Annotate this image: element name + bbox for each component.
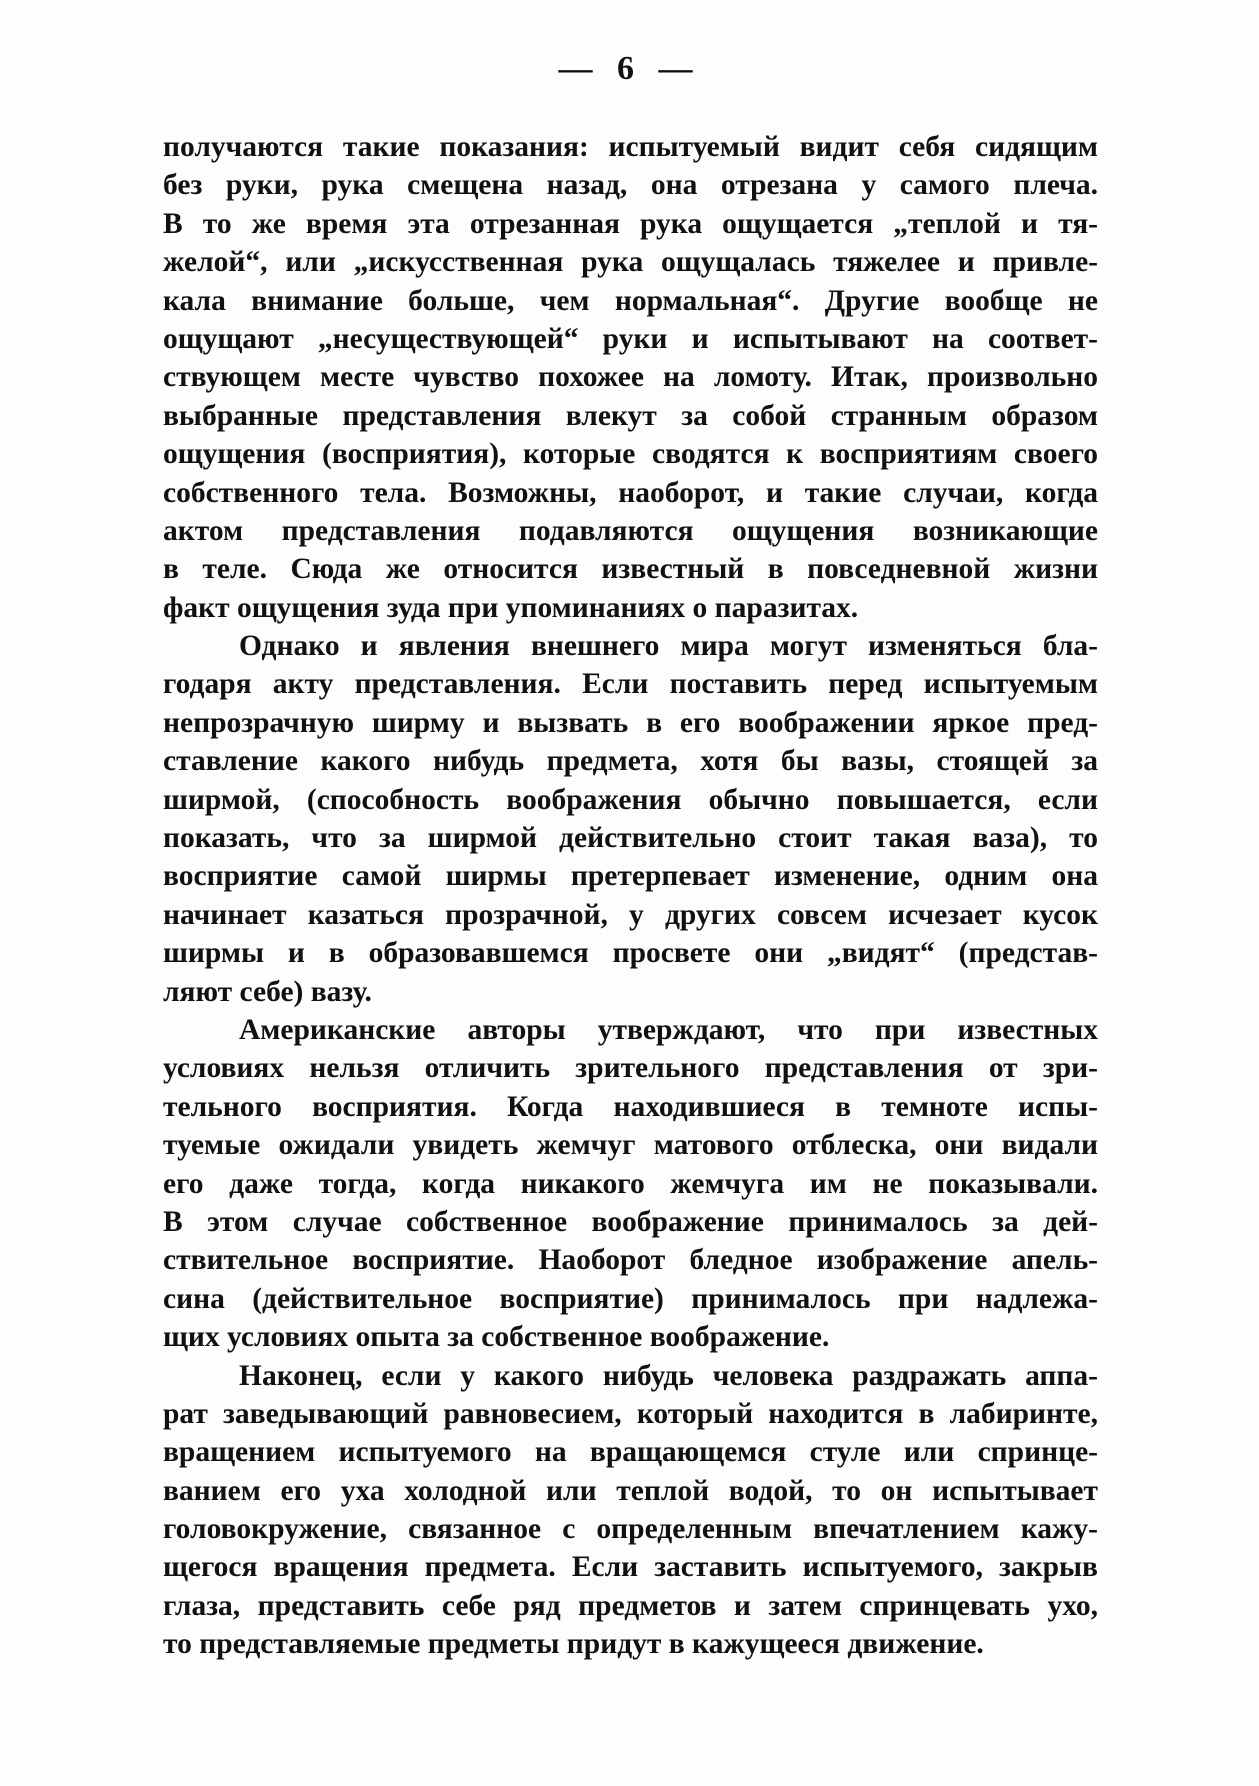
text-line: желой“, или „искусственная рука ощущалась тяжелее и привле- [163, 246, 1098, 279]
text-line: туемые ожидали увидеть жемчуг матового отблеска, они видали [163, 1129, 1098, 1162]
text-line: ощущения (восприятия), которые сводятся к восприятиям своего [163, 438, 1098, 471]
text-line: годаря акту представления. Если поставить перед испытуемым [163, 668, 1098, 701]
text-line: ставление какого нибудь предмета, хотя бы вазы, стоящей за [163, 745, 1098, 778]
text-line: сина (действительное восприятие) принималось при надлежа- [163, 1282, 1098, 1315]
text-line: ширмой, (способность воображения обычно повышается, если [163, 783, 1098, 816]
text-line: ширмы и в образовавшемся просвете они „видят“ (представ- [163, 937, 1098, 970]
text-line: кала внимание больше, чем нормальная“. Другие вообще не [163, 284, 1098, 317]
text-line: ствующем месте чувство похожее на ломоту. Итак, произвольно [163, 361, 1098, 394]
text-line: его даже тогда, когда никакого жемчуга им не показывали. [163, 1167, 1098, 1200]
text-line: выбранные представления влекут за собой странным образом [163, 399, 1098, 432]
text-line: Однако и явления внешнего мира могут изменяться бла- [239, 630, 1098, 663]
text-line: В этом случае собственное воображение принималось за дей- [163, 1205, 1098, 1238]
body-text [163, 128, 1098, 1664]
text-line: показать, что за ширмой действительно стоит такая ваза), то [163, 822, 1098, 855]
text-line: факт ощущения зуда при упоминаниях о паразитах. [163, 591, 859, 624]
paragraph [163, 128, 1098, 627]
text-line: ванием его уха холодной или теплой водой, то он испытывает [163, 1474, 1098, 1507]
paragraph [163, 1357, 1098, 1664]
paragraph [163, 1011, 1098, 1357]
text-line: ощущают „несуществующей“ руки и испытывают на соответ- [163, 322, 1098, 355]
text-line: Американские авторы утверждают, что при известных [239, 1013, 1098, 1046]
text-line: щегося вращения предмета. Если заставить испытуемого, закрыв [163, 1551, 1098, 1584]
text-line: непрозрачную ширму и вызвать в его воображении яркое пред- [163, 706, 1098, 739]
text-line: начинает казаться прозрачной, у других совсем исчезает кусок [163, 898, 1098, 931]
text-line: глаза, представить себе ряд предметов и затем спринцевать ухо, [163, 1589, 1098, 1622]
text-line: ствительное восприятие. Наоборот бледное изображение апель- [163, 1244, 1098, 1277]
text-line: то представляемые предметы придут в кажущееся движение. [163, 1628, 984, 1661]
text-line: без руки, рука смещена назад, она отрезана у самого плеча. [163, 169, 1098, 202]
text-line: вращением испытуемого на вращающемся стуле или спринце- [163, 1436, 1098, 1469]
text-line: тельного восприятия. Когда находившиеся в темноте испы- [163, 1090, 1098, 1123]
text-line: восприятие самой ширмы претерпевает изменение, одним она [163, 860, 1098, 893]
text-line: собственного тела. Возможны, наоборот, и такие случаи, когда [163, 476, 1098, 509]
text-line: актом представления подавляются ощущения возникающие [163, 514, 1098, 547]
text-line: головокружение, связанное с определенным впечатлением кажу- [163, 1513, 1098, 1546]
text-line: щих условиях опыта за собственное воображение. [163, 1321, 830, 1354]
text-line: условиях нельзя отличить зрительного представления от зри- [163, 1052, 1098, 1085]
page-number: — 6 — [558, 50, 701, 87]
text-line: В то же время эта отрезанная рука ощущается „теплой и тя- [163, 207, 1098, 240]
text-line: ляют себе) вазу. [163, 975, 372, 1008]
text-line: рат заведывающий равновесием, который находится в лабиринте, [163, 1397, 1098, 1430]
text-line: Наконец, если у какого нибудь человека раздражать аппа- [239, 1359, 1098, 1392]
text-line: в теле. Сюда же относится известный в повседневной жизни [163, 553, 1098, 586]
paragraph [163, 627, 1098, 1011]
text-line: получаются такие показания: испытуемый видит себя сидящим [163, 131, 1098, 163]
